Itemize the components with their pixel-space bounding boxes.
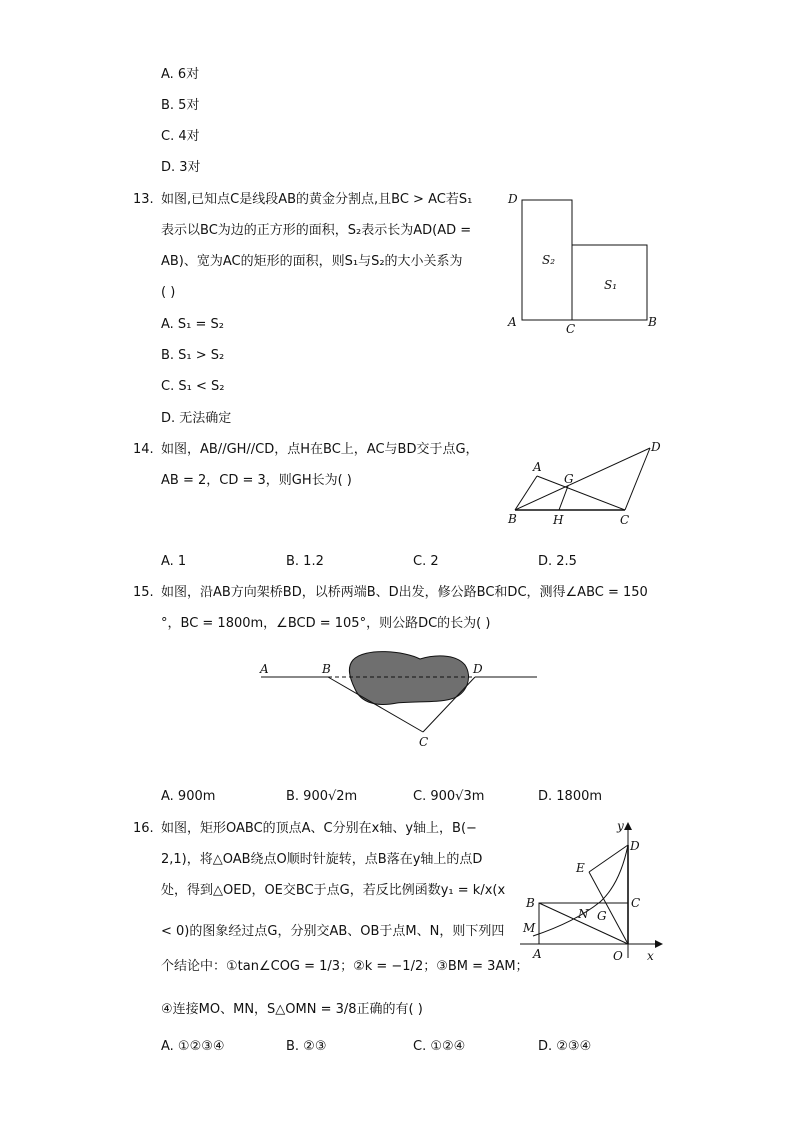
q13-line-4: ( ) [161, 285, 176, 300]
q16-number: 16. [133, 821, 154, 836]
q14-number: 14. [133, 442, 154, 457]
q15-line-2: °，BC = 1800m，∠BCD = 105°，则公路DC的长为( ) [161, 616, 491, 631]
q16-label-e: E [576, 861, 585, 875]
q16-x-arrow-icon [655, 940, 663, 948]
q16-label-m: M [523, 921, 536, 935]
q13-label-a: A [508, 315, 517, 329]
q16-option-b: B. ②③ [286, 1039, 327, 1054]
q15-number: 15. [133, 585, 154, 600]
q14-label-a: A [533, 460, 542, 474]
q14-label-d: D [651, 440, 661, 454]
q12-option-a: A. 6对 [161, 67, 200, 82]
q15-label-a: A [260, 662, 269, 676]
q13-label-s2: S₂ [542, 253, 556, 267]
q16-option-a: A. ①②③④ [161, 1039, 225, 1054]
q13-figure [500, 188, 670, 338]
q16-label-b: B [526, 896, 535, 910]
q14-line-2: AB = 2，CD = 3，则GH长为( ) [161, 473, 352, 488]
q16-line-ed [589, 845, 628, 872]
q14-line-1: 如图，AB//GH//CD，点H在BC上，AC与BD交于点G， [161, 442, 479, 457]
q16-label-x: x [647, 949, 654, 963]
q13-label-d: D [508, 192, 518, 206]
q16-line-6: ④连接MO、MN，S△OMN = 3/8正确的有( ) [161, 1002, 423, 1017]
q14-label-c: C [620, 513, 630, 527]
q16-line-oe [589, 872, 628, 944]
q13-label-s1: S₁ [604, 278, 618, 292]
q16-figure [515, 818, 665, 968]
q14-option-c: C. 2 [413, 554, 439, 569]
q16-label-a: A [533, 947, 542, 961]
q13-number: 13. [133, 192, 154, 207]
q15-figure [255, 645, 545, 755]
q16-option-d: D. ②③④ [538, 1039, 592, 1054]
q15-option-a: A. 900m [161, 789, 216, 804]
q16-label-n: N [578, 907, 589, 921]
q15-option-d: D. 1800m [538, 789, 603, 804]
q16-line-2: 2,1)，将△OAB绕点O顺时针旋转，点B落在y轴上的点D [161, 852, 483, 867]
q16-option-c: C. ①②④ [413, 1039, 466, 1054]
q13-line-1: 如图,已知点C是线段AB的黄金分割点,且BC > AC若S₁ [161, 192, 473, 207]
q16-label-d: D [630, 839, 640, 853]
q14-label-g: G [564, 472, 574, 486]
q16-label-o: O [613, 949, 623, 963]
q13-line-2: 表示以BC为边的正方形的面积，S₂表示长为AD(AD = [161, 223, 472, 238]
q13-label-b: B [648, 315, 657, 329]
q14-option-b: B. 1.2 [286, 554, 324, 569]
q16-y-arrow-icon [624, 822, 632, 830]
q13-label-c: C [566, 322, 576, 336]
q14-line-ac [537, 476, 625, 510]
q16-line-3: 处，得到△OED，OE交BC于点G，若反比例函数y₁ = k/x(x [161, 883, 506, 898]
q14-label-h: H [553, 513, 564, 527]
q15-option-b: B. 900√2m [286, 789, 358, 804]
q15-option-c: C. 900√3m [413, 789, 485, 804]
q15-label-d: D [473, 662, 483, 676]
q13-option-b: B. S₁ > S₂ [161, 348, 225, 363]
q14-option-d: D. 2.5 [538, 554, 577, 569]
q14-label-b: B [508, 512, 517, 526]
q15-label-b: B [322, 662, 331, 676]
q16-line-5: 个结论中：①tan∠COG = 1/3；②k = −1/2；③BM = 3AM； [161, 959, 529, 974]
q14-option-a: A. 1 [161, 554, 187, 569]
q16-line-4: < 0)的图象经过点G，分别交AB、OB于点M、N，则下列四 [161, 924, 505, 939]
q13-option-d: D. 无法确定 [161, 411, 232, 426]
q16-label-c: C [631, 896, 641, 910]
q15-obstacle-shape [349, 652, 468, 705]
q16-label-y: y [617, 819, 624, 833]
q12-option-c: C. 4对 [161, 129, 200, 144]
q15-line-1: 如图，沿AB方向架桥BD，以桥两端B、D出发，修公路BC和DC，测得∠ABC = 150 [161, 585, 648, 600]
q16-line-1: 如图，矩形OABC的顶点A、C分别在x轴、y轴上，B(− [161, 821, 477, 836]
q12-option-d: D. 3对 [161, 160, 201, 175]
q13-line-3: AB)、宽为AC的矩形的面积，则S₁与S₂的大小关系为 [161, 254, 463, 269]
q16-label-g: G [597, 909, 607, 923]
q14-figure [500, 438, 670, 533]
q15-label-c: C [419, 735, 429, 749]
q13-option-c: C. S₁ < S₂ [161, 379, 225, 394]
q12-option-b: B. 5对 [161, 98, 200, 113]
q13-option-a: A. S₁ = S₂ [161, 317, 225, 332]
